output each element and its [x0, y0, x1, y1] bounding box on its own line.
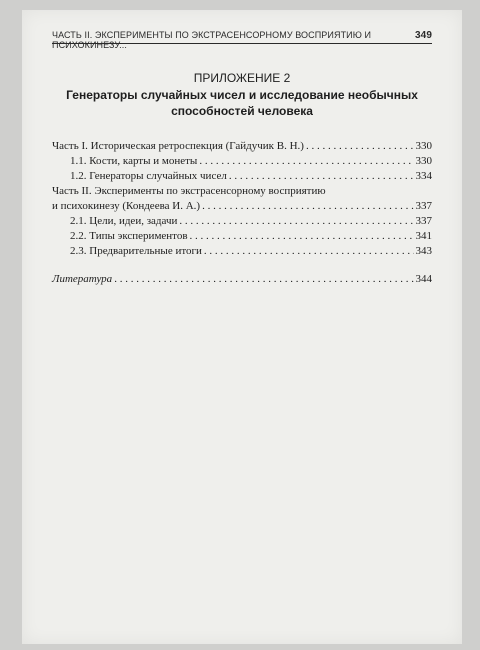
- page-number: 349: [415, 30, 432, 41]
- toc-leader-dots: [114, 273, 413, 285]
- toc-entry-page: 344: [415, 273, 432, 285]
- toc-entry: [52, 230, 432, 245]
- toc-entry-page: 343: [415, 245, 432, 257]
- toc-entry-first-line: [52, 185, 432, 200]
- toc-entry-title: 1.1. Кости, карты и монеты: [70, 155, 198, 167]
- toc-entry-title: 2.1. Цели, идеи, задачи: [70, 215, 178, 227]
- appendix-label: ПРИЛОЖЕНИЕ 2: [193, 71, 291, 85]
- toc-leader-dots: [306, 140, 414, 152]
- toc-entry-title: Литература: [52, 273, 113, 285]
- toc-entry-title: 1.2. Генераторы случайных чисел: [70, 170, 227, 182]
- running-header: [52, 30, 432, 50]
- toc-entry: [52, 245, 432, 260]
- toc-leader-dots: [199, 155, 413, 167]
- toc-entry-page: 341: [415, 230, 432, 242]
- toc-entry: [52, 155, 432, 170]
- toc-entry-page: 337: [415, 200, 432, 212]
- toc-leader-dots: [202, 200, 413, 212]
- table-of-contents: [52, 140, 432, 288]
- toc-entry-title: 2.3. Предварительные итоги: [70, 245, 202, 257]
- running-title: ЧАСТЬ II. ЭКСПЕРИМЕНТЫ ПО ЭКСТРАСЕНСОРНОМУ ВОСПРИЯТИЮ И ПСИХОКИНЕЗУ...: [52, 30, 372, 50]
- toc-entry-title: 2.2. Типы экспериментов: [70, 230, 188, 242]
- toc-leader-dots: [204, 245, 414, 257]
- toc-entry: [52, 140, 432, 155]
- toc-entry-title: Часть I. Историческая ретроспекция (Гайдучик В. Н.): [52, 140, 304, 152]
- toc-entry-title: Часть II. Эксперименты по экстрасенсорному восприятию: [52, 185, 326, 197]
- toc-leader-dots: [179, 215, 413, 227]
- toc-entry: [52, 215, 432, 230]
- book-page: [22, 10, 462, 644]
- toc-entry-page: 334: [415, 170, 432, 182]
- toc-entry-page: 330: [415, 155, 432, 167]
- toc-entry-literature: [52, 273, 432, 288]
- toc-entry-page: 330: [415, 140, 432, 152]
- toc-entry-title-continued: и психокинезу (Кондеева И. А.): [52, 200, 201, 212]
- toc-leader-dots: [229, 170, 414, 182]
- toc-leader-dots: [190, 230, 414, 242]
- toc-entry: [52, 170, 432, 185]
- header-rule: [52, 43, 432, 44]
- toc-entry: [52, 200, 432, 215]
- appendix-title: Генераторы случайных чисел и исследование необычных способностей человека: [66, 88, 418, 118]
- toc-entry-page: 337: [415, 215, 432, 227]
